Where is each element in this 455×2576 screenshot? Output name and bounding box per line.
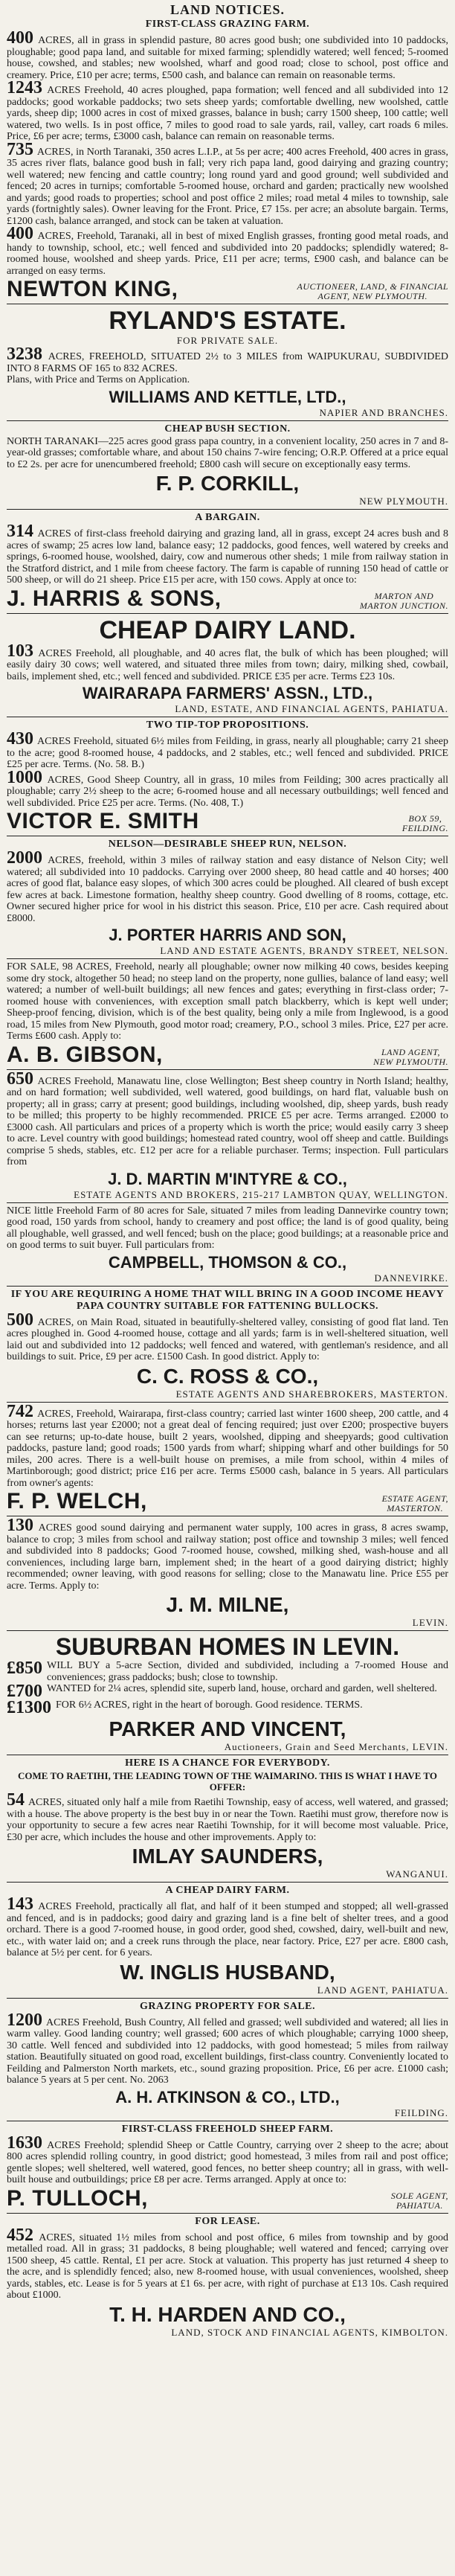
acreage-figure: 400: [7, 28, 33, 48]
ad-title: CHEAP BUSH SECTION.: [164, 423, 291, 435]
ad-paragraph: [7, 1894, 448, 1959]
acreage-figure: 400: [7, 224, 33, 243]
price-description: WILL BUY a 5-acre Section, divided and subdivided, including a 7-roomed House and conveniences; grass paddocks; bush; close to township.: [47, 1660, 448, 1683]
acreage-figure: 54: [7, 1790, 25, 1810]
acreage-figure: 735: [7, 139, 33, 159]
agent-signature: [7, 1043, 448, 1067]
ad-paragraph: [7, 961, 448, 1042]
price-offer: [7, 1660, 448, 1683]
ad-text: ACRES Freehold, practically all flat, and half of it been stumped and stopped; all well-grassed and fenced, and is in paddocks; good dairy and grazing land is a fine belt of shelter trees, and a good orchard. There is a good 7-roomed house, in good order, good shed, cowshed, dairy, well-built and new, etc., with water laid on; and a creek runs through the place, near factory. Price, £27 per acre. £800 cash, balance at 5½ per cent. for 6 years.: [7, 1901, 448, 1958]
ad-title: GRAZING PROPERTY FOR SALE.: [139, 2000, 315, 2012]
agent-address-line: LAND AGENT,: [381, 1046, 441, 1057]
ad-text: ACRES of first-class freehold dairying and grazing land, all in grass, except 24 acres bush and 8 acres of swamp; 25 acres low land, balance easy; 12 paddocks, good fences, well watered by creeks and springs, 6-roomed house, woolshed, dairy, cow and numerous other sheds; 1 mile from railway station in the Stratford district, and 1 mile from cheese factory. The farm is capable of running 150 head of cattle or 500 sheep, or will do 21 sheep. Price £15 per acre, with 150 cows. Apply at once to:: [7, 528, 448, 586]
agent-name: A. H. ATKINSON & CO., LTD.,: [115, 2087, 340, 2106]
ad-title: NELSON—DESIRABLE SHEEP RUN, NELSON.: [108, 839, 347, 850]
ad-text: ACRES, situated only half a mile from Raetihi Township, easy of access, well watered, and grassed; with a house. The above property is the best buy in or near the Town. Raetihi must grow, therefore now is your opportunity to secure a few acres near Raetihi Township, for it will become most valuable. Price, £30 per acre, which includes the house and other improvements. Apply to:: [7, 1797, 448, 1843]
classified-ad: [7, 2001, 448, 2118]
ad-text: Plans, with Price and Terms on Application.: [7, 374, 190, 385]
ad-paragraph: [7, 2133, 448, 2186]
agent-address: [373, 1048, 448, 1067]
agent-signature: [7, 2187, 448, 2211]
ad-text: ACRES, all in grass in splendid pasture, 80 acres good bush; one subdivided into 10 paddocks, ploughable; good papa land, and suitable for mixed farming; splendidly watered; well fenced; 5-roomed house, cowshed, and stables; new woolshed, wharf and good road; close to school, post office and creamery. Price, £10 per acre; terms, £500 cash, and balance can remain on reasonable terms.: [7, 35, 448, 81]
ad-text: ACRES good sound dairying and permanent water supply, 100 acres in grass, 8 acres swamp, balance to crop; 3 miles from school and railway station; post office and township 3 miles; well fenced and subdivided into 8 paddocks; Good 7-roomed house, cowshed, milking shed, wash-house and all conveniences, including large barn, implement shed; in the heart of a good dairying district; highly recommended; owner leaving, with good reasons for selling; close to the Manawatu line. Price £55 per acre. Terms. Apply to:: [7, 1522, 448, 1592]
ad-subtitle: COME TO RAETIHI, THE LEADING TOWN OF THE WAIMARINO. THIS IS WHAT I HAVE TO OFFER:: [18, 1770, 437, 1792]
agent-name: P. TULLOCH,: [7, 2185, 148, 2211]
classified-ad: [7, 1885, 448, 1996]
agent-address: NEW PLYMOUTH.: [359, 496, 448, 507]
ad-paragraph: [7, 1068, 448, 1168]
agent-address: [391, 2191, 448, 2211]
ad-title: HERE IS A CHANCE FOR EVERYBODY.: [125, 1758, 330, 1769]
classified-ads-column: [7, 19, 448, 2338]
acreage-figure: 1200: [7, 2010, 42, 2030]
classified-ad: [7, 1401, 448, 1514]
ad-paragraph: [7, 374, 448, 386]
agent-address: [402, 814, 448, 833]
acreage-figure: 1630: [7, 2133, 42, 2153]
ad-divider: [7, 613, 448, 614]
agent-address: ESTATE AGENTS AND SHAREBROKERS, MASTERTON.: [175, 1388, 448, 1400]
ad-divider: [7, 420, 448, 421]
classified-ad: [7, 1516, 448, 1628]
ad-paragraph: [7, 436, 448, 471]
agent-name: J. D. MARTIN M'INTYRE & CO.,: [108, 1169, 347, 1188]
ad-sale-note: FOR PRIVATE SALE.: [176, 335, 279, 346]
agent-address: LAND AND ESTATE AGENTS, BRANDY STREET, NELSON.: [160, 945, 448, 956]
ad-text: ACRES Freehold, 40 acres ploughed, papa formation; well fenced and all subdivided into 12 paddocks; good workable paddocks; two sets sheep yards; comfortable dwelling, new woolshed, cattle yards, sheep dip; 1000 acres in cost of mixed grasses, balance in bush; carry 1500 sheep, 100 cattle; well watered, two wells. Is in post office, 7 miles to good road to sale yards, rail, valley, cart roads 6 miles. Price, £6 per acre; terms, £3000 cash, balance can remain on reasonable terms.: [7, 85, 448, 142]
agent-name: C. C. ROSS & CO.,: [136, 1364, 319, 1388]
ad-paragraph: [7, 522, 448, 586]
agent-address-line: MARTON AND: [374, 590, 434, 601]
ad-text: ACRES, FREEHOLD, SITUATED 2½ to 3 MILES from WAIPUKURAU, SUBDIVIDED INTO 8 FARMS OF 165 to 832 ACRES.: [7, 351, 448, 374]
classified-ad: [7, 839, 448, 956]
classified-ad: [7, 2216, 448, 2338]
agent-address-line: SOLE AGENT,: [390, 2190, 448, 2201]
agent-address: WANGANUI.: [386, 1868, 448, 1880]
ad-paragraph: [7, 1205, 448, 1252]
ad-text: ACRES Freehold, Manawatu line, close Wellington; Best sheep country in North Island; healthy, and on hard formation; well subdivided, well watered, good buildings, on hard flat, valuable bush on property; all in grass; carry at present; good buildings, including woolshed, dip, sheep yards, bush ready to be milled; this property to be highly recommended. PRICE £5 per acre. Terms arranged. £2000 to £3000 cash. All particulars and prices of a property which is worth the price; would easily carry 3 sheep to acre. Level country with good buildings; homestead rated country, wool off sheep and cattle. Buildings comprise 5 sheds, stables, etc. £12 per acre for a reliable purchaser. Terms; inspection. Full particulars from: [7, 1075, 448, 1167]
classified-ad: [7, 1205, 448, 1284]
agent-name: J. M. MILNE,: [166, 1593, 289, 1616]
ad-text: ACRES Freehold, situated 6½ miles from Feilding, in grass, nearly all ploughable; carry 21 sheep to the acre; good 8-roomed house, 4 paddocks, and 2 stables, etc.; well fenced and subdivided. PRICE £25 per acre. Terms. (No. 58. B.): [7, 736, 448, 770]
agent-address-line: BOX 59,: [408, 813, 442, 824]
agent-name: VICTOR E. SMITH: [7, 809, 199, 833]
acreage-figure: 1000: [7, 767, 42, 787]
estate-title: CHEAP DAIRY LAND.: [99, 615, 356, 644]
agent-name: CAMPBELL, THOMSON & CO.,: [108, 1252, 347, 1272]
classified-ad: [7, 1758, 448, 1880]
acreage-figure: 314: [7, 522, 33, 541]
ad-text: ACRES Freehold; splendid Sheep or Cattle Country, carrying over 2 sheep to the acre; about 800 acres splendid rolling country, in good district; good homestead, 3 miles from rail and post office; gentle slopes; well sheltered, well watered, good fences, no better sheep country; all in grass, with well-built house and outbuildings; price £8 per acre. Terms arranged. Apply at once to:: [7, 2139, 448, 2185]
ad-divider: [7, 509, 448, 510]
acreage-figure: 430: [7, 729, 33, 749]
agent-name: F. P. WELCH,: [7, 1489, 147, 1513]
ad-title: IF YOU ARE REQUIRING A HOME THAT WILL BRING IN A GOOD INCOME HEAVY PAPA COUNTRY SUITABLE FOR FATTENING BULLOCKS.: [10, 1288, 445, 1312]
ad-paragraph: [7, 2225, 448, 2301]
ad-title: FIRST-CLASS GRAZING FARM.: [145, 19, 310, 30]
ad-text: NICE little Freehold Farm of 80 acres for Sale, situated 7 miles from leading Dannevirke country town; good road, 150 yards from school, handy to creamery and post office; the land is of good quality, being all ploughable, well grassed, and well fenced; bush on the place; good buildings; at a reasonable price and on good terms to suit buyer. Full particulars from:: [7, 1205, 448, 1251]
classified-ad: [7, 961, 448, 1067]
ad-title: A CHEAP DAIRY FARM.: [165, 1885, 290, 1896]
ad-divider: [7, 1402, 448, 1403]
acreage-figure: 500: [7, 1310, 33, 1330]
ad-text: ACRES, Freehold, Wairarapa, first-class country; carried last winter 1600 sheep, 200 cattle, and 4 horses; returns last year £2000; not a great deal of fencing required; just over £200; prospective buyers can see returns; up-to-date house, built 2 years, woolshed, dipping and sheepyards; good cultivation paddocks, pasture land; good roads; 1500 yards from wharf; shipping wharf and other buildings for 50 miles, 200 acres. There is a well-built house on premises, a mile from school, within 4 miles of Martinborough; good district; price £16 per acre. Terms £5000 cash, balance in 5 years. All particulars from owner's agents:: [7, 1408, 448, 1489]
agent-name: J. HARRIS & SONS,: [7, 586, 222, 611]
agent-address: [382, 1494, 448, 1513]
ad-divider: [7, 958, 448, 959]
ad-paragraph: [7, 848, 448, 924]
ad-text: ACRES, on Main Road, situated in beautifully-sheltered valley, consisting of good flat land. Ten acres ploughed in. Good 4-roomed house, cottage and all yards; farm is in well-sheltered situation, well laid out and subdivided into 12 paddocks; well fenced and watered, with gentleman's residence, and all buildings to suit. Price, £9 per acre. £1500 Cash. In good district. Apply to:: [7, 1316, 448, 1362]
ad-divider: [7, 1069, 448, 1070]
agent-signature: [7, 278, 448, 301]
price-description: WANTED for 2¼ acres, splendid site, superb land, house, orchard and garden, well sheltered.: [47, 1683, 437, 1694]
agent-address-line: ESTATE AGENT,: [381, 1493, 448, 1504]
agent-address: FEILDING.: [394, 2106, 448, 2118]
ad-text: ACRES Freehold, Bush Country, All felled and grassed; well subdivided and watered; all lies in warm valley. Good landing country; well grassed; 600 acres of which ploughable; carrying 1000 sheep, 30 cattle. Well fenced and subdivided into 12 paddocks, with good homestead; 5 miles from railway station. Beautifully situated on good road, excellent buildings, first-class country. Conveniently located to Feilding and Palmerston North markets, etc., sound grazing proposition. Price, £6 per acre. £1000 cash; balance 5 years at 5 per cent. No. 2063: [7, 2016, 448, 2086]
acreage-figure: 143: [7, 1894, 33, 1914]
ad-paragraph: [7, 139, 448, 228]
ad-title: TWO TIP-TOP PROPOSITIONS.: [146, 720, 309, 731]
price-offer: [7, 1699, 448, 1716]
agent-name: WILLIAMS AND KETTLE, LTD.,: [109, 387, 346, 406]
ad-title: A BARGAIN.: [195, 512, 260, 523]
classified-ad: [7, 720, 448, 833]
agent-signature: [7, 810, 448, 833]
agent-address: [297, 282, 448, 301]
agent-address-line: NEW PLYMOUTH.: [373, 1056, 448, 1067]
ad-paragraph: [7, 767, 448, 810]
classified-ad: [7, 19, 448, 301]
ad-divider: [7, 1202, 448, 1203]
agent-name: IMLAY SAUNDERS,: [132, 1845, 323, 1868]
price-amount: £1300: [7, 1698, 51, 1717]
ad-paragraph: [7, 28, 448, 81]
column-header: LAND NOTICES.: [170, 2, 285, 17]
agent-address-line: MARTON JUNCTION.: [359, 600, 448, 611]
agent-name: A. B. GIBSON,: [7, 1042, 163, 1067]
acreage-figure: 3238: [7, 345, 42, 364]
ad-paragraph: [7, 1790, 448, 1843]
ad-text: ACRES, in North Taranaki, 350 acres L.I.P., at 5s per acre; 400 acres Freehold, 400 acres in grass, 35 acres river flats, balance good bush in fall; very rich papa land, good dairying and grazing country; well watered; new fencing and cattle country; long round yard and good ground; well subdivided and fenced; 20 acres in turnips; comfortable 5-roomed house, orchard and garden; practically new woolshed and yards; good roads to properties; school and post office 2 miles; road metal 4 miles to township, sale yards (fortnightly sales). Owner leaving for the Front. Price, £7 15s. per acre; an absolute bargain. Terms, £1200 cash, balance arranged, and stock can be taken at valuation.: [7, 146, 448, 227]
agent-name: NEWTON KING,: [7, 277, 178, 301]
acreage-figure: 1243: [7, 78, 42, 97]
agent-address: NAPIER AND BRANCHES.: [319, 406, 448, 418]
acreage-figure: 103: [7, 641, 33, 661]
ad-text: ACRES, situated 1½ miles from school and post office, 6 miles from township and by good metalled road. All in grass; 31 paddocks, 8 being ploughable; well watered and fenced; carrying over 1500 sheep, 45 cattle. Rental, £1 per acre. Stock at valuation. This property has just returned 4 sheep to the acre, and is splendidly fenced; also, new 8-roomed house, with usual conveniences, woolshed, sheep yards, stables, etc. Lease is for 5 years at £1 6s. per acre, with right of purchase at £13 10s. Cash required about £1000.: [7, 2231, 448, 2301]
ad-divider: [7, 2213, 448, 2214]
classified-ad: [7, 1633, 448, 1752]
agent-address: Auctioneers, Grain and Seed Merchants, LEVIN.: [224, 1741, 448, 1752]
ad-paragraph: [7, 1401, 448, 1490]
ad-text: ACRES, freehold, within 3 miles of railway station and easy distance of Nelson City; well watered; all subdivided into 10 paddocks. Carrying over 2000 sheep, 80 head cattle and 40 horses; 400 acres of good flat, balance easy slopes, of which 300 acres could be ploughed. All cleared of bush except few acres at back. Limestone formation, healthy sheep country. Good dwelling of 8 rooms, cottage, etc. Owner secured higher price for wool in his district this season. Price, £10 per acre. Cash required about £8000.: [7, 855, 448, 924]
agent-address-line: PAHIATUA.: [396, 2199, 443, 2211]
price-description: FOR 6½ ACRES, right in the heart of borough. Good residence. TERMS.: [56, 1699, 363, 1711]
classified-ad: [7, 616, 448, 715]
classified-ad: [7, 2124, 448, 2211]
agent-address-line: AGENT, NEW PLYMOUTH.: [317, 291, 428, 301]
classified-ad: [7, 423, 448, 507]
price-offer: [7, 1683, 448, 1699]
ad-text: ACRES, Good Sheep Country, all in grass, 10 miles from Feilding; 300 acres practically all ploughable; carry 2½ sheep to the acre; 6-roomed house and all necessary outbuildings; well fenced and well subdivided. Price £25 per acre. Terms. (No. 408, T.): [7, 774, 448, 809]
ad-text: ACRES Freehold, all ploughable, and 40 acres flat, the bulk of which has been ploughed; will easily dairy 30 cows; well watered, and situated three miles from town; dairy, milking shed, cowbail, bails, implement shed, etc.; well fenced and subdivided. PRICE £35 per acre. Terms £23 10s.: [7, 647, 448, 682]
agent-name: F. P. CORKILL,: [155, 472, 300, 495]
acreage-figure: 742: [7, 1401, 33, 1421]
classified-ad: [7, 512, 448, 611]
agent-address: ESTATE AGENTS AND BROKERS, 215-217 LAMBTON QUAY, WELLINGTON.: [74, 1188, 448, 1200]
acreage-figure: 452: [7, 2225, 33, 2245]
acreage-figure: 130: [7, 1516, 33, 1535]
ad-divider: [7, 1998, 448, 1999]
acreage-figure: 650: [7, 1068, 33, 1089]
ad-text: FOR SALE, 98 ACRES, Freehold, nearly all ploughable; owner now milking 40 cows, besides keeping some dry stock, altogether 50 head; no steep land on the property, none gullies, balance of land easy; well watered; a number of well-built buildings; all new fences and gates; everything in first-class order; 7-roomed house with conveniences, with exception small patch blackberry, which is kept well under; Sheep-proof fencing, division, which is of the best quality, being only a mile from Inglewood, is a good road, 15 miles from New Plymouth, good motor road; creamery, P.O., school 3 miles. Price, £27 per acre. Terms £600 cash. Apply to:: [7, 961, 448, 1042]
agent-address: [360, 592, 448, 611]
price-amount: £850: [7, 1659, 42, 1678]
ad-title: FIRST-CLASS FREEHOLD SHEEP FARM.: [121, 2123, 334, 2135]
ad-paragraph: [7, 78, 448, 143]
ad-text: NORTH TARANAKI—225 acres good grass papa country, in a convenient locality, 250 acres in 7 and 8-year-old grasses; comfortable whare, and about 150 chains 7-wire fencing; O.R.P. Offered at a price equal to £2 2s. per acre for unencumbered freehold; £800 cash will secure on exceptionally easy terms.: [7, 435, 448, 470]
agent-address-line: MASTERTON.: [387, 1503, 444, 1513]
agent-signature: [7, 1490, 448, 1513]
ad-paragraph: [7, 641, 448, 683]
ad-divider: [7, 1286, 448, 1287]
estate-title: RYLAND'S ESTATE.: [109, 307, 346, 335]
agent-name: J. PORTER HARRIS AND SON,: [109, 926, 346, 944]
agent-address-line: AUCTIONEER, LAND, & FINANCIAL: [297, 281, 448, 292]
agent-address: LAND AGENT, PAHIATUA.: [317, 1984, 448, 1996]
ad-text: ACRES, Freehold, Taranaki, all in best of mixed English grasses, fronting good metal roads, and handy to township, school, etc.; well fenced and subdivided into 20 paddocks; splendidly watered; 8-roomed house, woolshed and sheep yards. Price, £11 per acre; terms, £900 cash, and balance can be arranged on easy terms.: [7, 231, 448, 277]
ad-divider: [7, 1630, 448, 1631]
classified-ad: [7, 307, 448, 418]
ad-paragraph: [7, 2010, 448, 2086]
ad-paragraph: [7, 1310, 448, 1363]
agent-name: W. INGLIS HUSBAND,: [120, 1960, 335, 1984]
ad-paragraph: [7, 1516, 448, 1592]
agent-address: LEVIN.: [412, 1617, 448, 1628]
ad-paragraph: [7, 729, 448, 771]
agent-address: LAND, STOCK AND FINANCIAL AGENTS, KIMBOLTON.: [171, 2326, 448, 2338]
agent-name: T. H. HARDEN AND CO.,: [109, 2302, 346, 2326]
ad-title: FOR LEASE.: [195, 2215, 260, 2227]
agent-name: WAIRARAPA FARMERS' ASSN., LTD.,: [82, 684, 373, 702]
agent-address: DANNEVIRKE.: [374, 1272, 448, 1284]
classified-ad: [7, 1068, 448, 1200]
ad-paragraph: [7, 347, 448, 374]
agent-address: LAND, ESTATE, AND FINANCIAL AGENTS, PAHIATUA.: [175, 703, 448, 714]
price-amount: £700: [7, 1682, 42, 1701]
agent-name: PARKER AND VINCENT,: [109, 1717, 346, 1740]
classified-ad: [7, 1289, 448, 1400]
acreage-figure: 2000: [7, 848, 42, 868]
agent-address-line: FEILDING.: [401, 823, 448, 833]
ad-headline: SUBURBAN HOMES IN LEVIN.: [55, 1633, 400, 1660]
agent-signature: [7, 587, 448, 611]
ad-paragraph: [7, 224, 448, 277]
ad-divider: [7, 1882, 448, 1883]
